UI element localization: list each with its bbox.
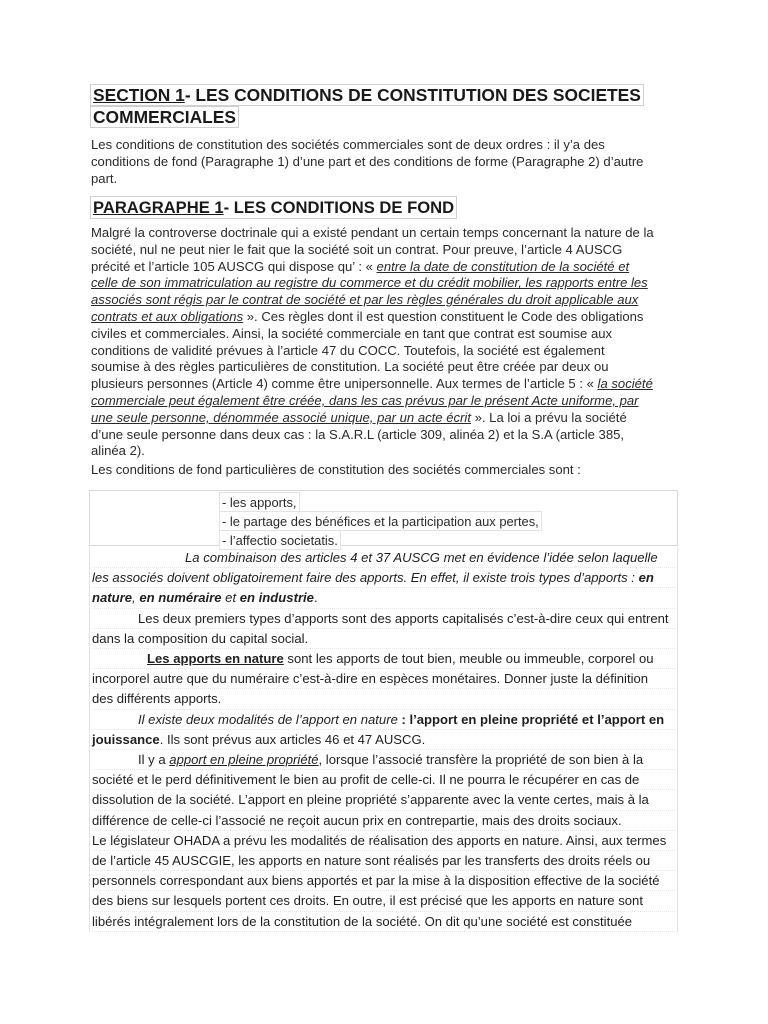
- text-line: Le législateur OHADA a prévu les modalités de réalisation des apports en nature. Ainsi, aux termes: [92, 831, 675, 851]
- quote-text: la société: [597, 376, 653, 392]
- body-line: alinéa 2).: [91, 443, 145, 459]
- text-span: en: [638, 570, 654, 586]
- text-span: les associés doivent obligatoirement faire des apports. En effet, il existe trois types d’apports :: [92, 570, 639, 586]
- section-label: SECTION 1: [93, 85, 185, 105]
- text-line: société et le perd définitivement le bien au profit de celle-ci. Il ne pourra le récupérer en cas de: [92, 770, 675, 790]
- body-text: ». Ces règles dont il est question constituent le Code des obligations: [243, 308, 644, 324]
- quote-line: celle de son immatriculation au registre du commerce et du crédit mobilier, les rapports entre les: [91, 275, 648, 291]
- conditions-intro: Les conditions de fond particulières de constitution des sociétés commerciales sont :: [91, 462, 581, 477]
- body-line: [91, 376, 678, 393]
- text-span: nature: [92, 590, 133, 606]
- quote-line: commerciale peut également être créée, dans les cas prévus par le présent Acte uniforme, par: [91, 392, 639, 408]
- body-text: ». La loi a prévu la société: [470, 409, 627, 425]
- text-line: dissolution de la société. L’apport en pleine propriété s’apparente avec la vente certes, mais à la: [92, 790, 675, 810]
- text-line: [92, 588, 675, 608]
- text-line: [92, 750, 675, 770]
- text-line: des biens sur lesquels portent ces droits. En outre, il est précisé que les apports en nature sont: [92, 891, 675, 911]
- quote-text: contrats et aux obligations: [91, 308, 244, 324]
- text-line: libérés intégralement lors de la constitution de la société. On dit qu’une société est constituée: [92, 912, 675, 932]
- section-title-rest: - LES CONDITIONS DE CONSTITUTION DES SOCIETES: [184, 85, 641, 105]
- body-line: Malgré la controverse doctrinale qui a existé pendant un certain temps concernant la nature de la: [91, 225, 654, 240]
- text-span: sont les apports de tout bien, meuble ou immeuble, corporel ou: [283, 651, 654, 667]
- text-line: de l’article 45 AUSCGIE, les apports en nature sont réalisés par les transferts des droits réels ou: [92, 851, 675, 871]
- justified-text-block: [89, 548, 678, 932]
- paragraph-title: [90, 196, 457, 219]
- text-span: : l’apport en pleine propriété et l’apport en: [397, 711, 665, 727]
- text-line: des différents apports.: [92, 689, 675, 709]
- text-span: apport en pleine propriété: [169, 752, 319, 768]
- body-paragraph: [91, 225, 678, 460]
- body-line: [91, 259, 678, 276]
- intro-line: part.: [91, 170, 118, 186]
- body-line: [91, 309, 678, 326]
- text-line: [92, 710, 675, 730]
- list-item: - le partage des bénéfices et la participation aux pertes,: [219, 511, 542, 531]
- text-span: Il y a: [138, 752, 170, 768]
- list-item: - les apports,: [219, 492, 300, 512]
- body-text: plusieurs personnes (Article 4) comme être unipersonnelle. Aux termes de l’article 5 : «: [91, 376, 598, 392]
- text-span: et: [221, 590, 240, 606]
- text-span: ,: [132, 590, 140, 606]
- section-title-line1: [90, 84, 644, 106]
- text-span: en numéraire: [139, 590, 222, 606]
- section-title-line2: COMMERCIALES: [90, 106, 239, 128]
- text-line: Les deux premiers types d’apports sont des apports capitalisés c’est-à-dire ceux qui entrent: [92, 609, 675, 629]
- intro-line: conditions de fond (Paragraphe 1) d’une part et des conditions de forme (Paragraphe 2) d’autre: [91, 153, 644, 169]
- body-line: conditions de validité prévues à l’article 47 du COCC. Toutefois, la société est également: [91, 342, 605, 358]
- quote-text: entre la date de constitution de la société et: [376, 258, 630, 274]
- text-line: [92, 568, 675, 588]
- body-line: soumise à des règles particulières de constitution. La société peut être créée par deux ou: [91, 359, 609, 375]
- text-span: Il existe deux modalités de l’apport en nature: [138, 711, 398, 727]
- text-line: La combinaison des articles 4 et 37 AUSCG met en évidence l’idée selon laquelle: [92, 548, 675, 568]
- quote-line: associés sont régis par le contrat de société et par les règles générales du droit applicable aux: [91, 292, 639, 308]
- text-line: dans la composition du capital social.: [92, 629, 675, 649]
- text-line: [92, 730, 675, 750]
- conditions-list: [89, 490, 678, 546]
- text-span: . Ils sont prévus aux articles 46 et 47 AUSCG.: [159, 731, 426, 747]
- text-span: .: [313, 590, 318, 606]
- quote-text: une seule personne, dénommée associé unique, par un acte écrit: [91, 409, 471, 425]
- body-line: société, nul ne peut nier le fait que la société soit un contrat. Pour preuve, l’article 4 AUSCG: [91, 241, 623, 257]
- body-line: civiles et commerciales. Ainsi, la société commerciale en tant que contrat est soumise aux: [91, 325, 613, 341]
- text-span: Les apports en nature: [147, 651, 284, 667]
- text-span: en industrie: [239, 590, 314, 606]
- intro-paragraph: [91, 137, 678, 187]
- body-line: [91, 410, 678, 427]
- section-title: [90, 84, 690, 128]
- list-item: - l’affectio societatis.: [219, 530, 341, 550]
- text-line: personnels correspondant aux biens apportés et par la mise à la disposition effective de la société: [92, 871, 675, 891]
- intro-line: Les conditions de constitution des sociétés commerciales sont de deux ordres : il y’a des: [91, 137, 605, 152]
- text-span: , lorsque l’associé transfère la propriété de son bien à la: [318, 752, 644, 768]
- text-line: différence de celle-ci l’associé ne reçoit aucun prix en contrepartie, mais des droits sociaux.: [92, 811, 675, 831]
- text-line: [92, 649, 675, 669]
- text-line: incorporel autre que du numéraire c’est-à-dire en espèces monétaires. Donner juste la définition: [92, 669, 675, 689]
- body-text: précité et l’article 105 AUSCG qui dispose qu’ : «: [91, 258, 377, 274]
- paragraph-label: PARAGRAPHE 1: [93, 198, 224, 217]
- paragraph-title-rest: - LES CONDITIONS DE FOND: [223, 198, 455, 217]
- text-span: jouissance: [92, 731, 160, 747]
- body-line: d’une seule personne dans deux cas : la S.A.R.L (article 309, alinéa 2) et la S.A (article 385,: [91, 426, 625, 442]
